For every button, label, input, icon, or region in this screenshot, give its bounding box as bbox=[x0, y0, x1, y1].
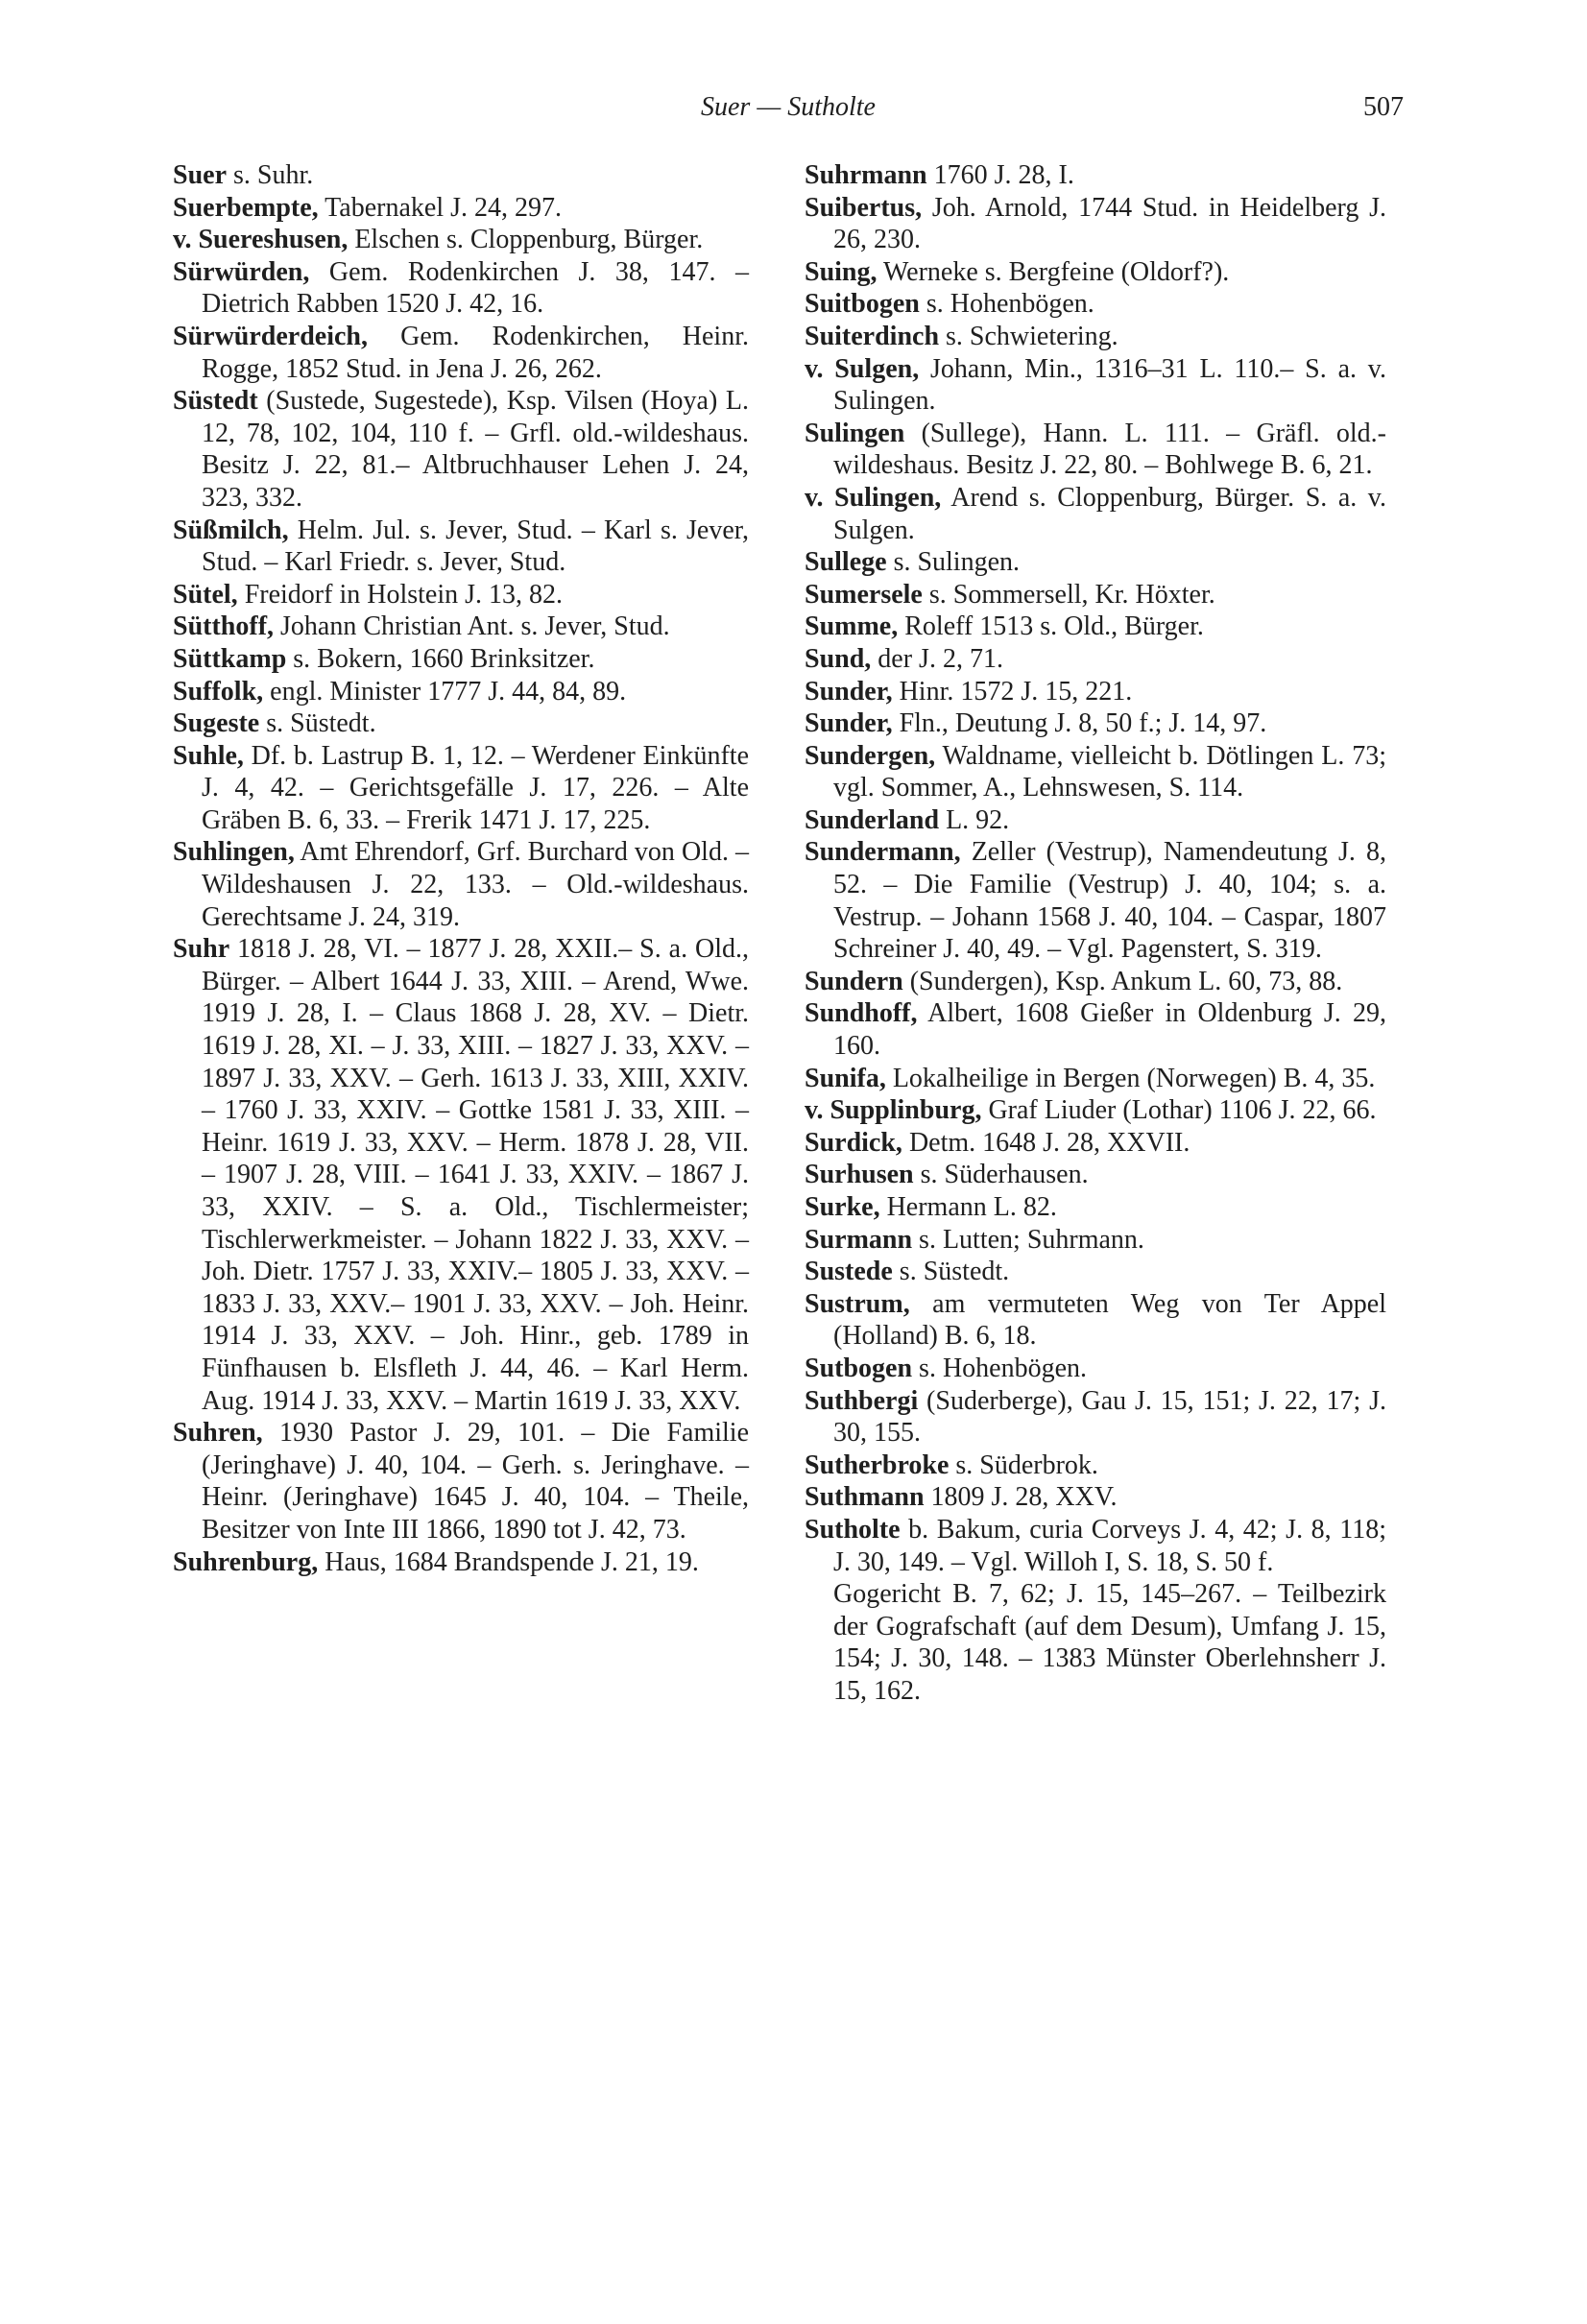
entry-text: Fln., Deutung J. 8, 50 f.; J. 14, 97. bbox=[892, 708, 1267, 739]
index-entry bbox=[805, 256, 1386, 289]
entry-text: Johann, Min., 1316–31 L. 110.– S. a. v. Sulingen. bbox=[833, 353, 1386, 417]
index-entry bbox=[805, 1127, 1386, 1160]
entry-text: Gem. Rodenkirchen J. 38, 147. – Dietrich Rabben 1520 J. 42, 16. bbox=[202, 256, 749, 320]
entry-text: (Sustede, Sugestede), Ksp. Vilsen (Hoya) L. 12, 78, 102, 104, 110 f. – Grfl. old.-wildeshaus. Besitz J. 22, 81.– Altbruchhauser Lehen J. 24, 323, 332. bbox=[202, 386, 749, 513]
entry-headword: Surhusen bbox=[805, 1160, 914, 1190]
index-entry bbox=[173, 611, 749, 643]
entry-text: der J. 2, 71. bbox=[871, 643, 1003, 674]
entry-headword: Suhrenburg, bbox=[173, 1546, 319, 1577]
entry-headword: Suthbergi bbox=[805, 1385, 919, 1416]
entry-text: engl. Minister 1777 J. 44, 84, 89. bbox=[263, 676, 627, 707]
entry-headword: Suing, bbox=[805, 256, 878, 287]
entry-headword: Sutherbroke bbox=[805, 1450, 950, 1480]
entry-text: (Suderberge), Gau J. 15, 151; J. 22, 17; J. 30, 155. bbox=[833, 1385, 1386, 1449]
entry-text: Werneke s. Bergfeine (Oldorf?). bbox=[877, 256, 1230, 287]
entry-headword: Süßmilch, bbox=[173, 515, 289, 545]
entry-text: Roleff 1513 s. Old., Bürger. bbox=[898, 611, 1204, 642]
entry-text: Zeller (Vestrup), Namendeutung J. 8, 52. – Die Familie (Vestrup) J. 40, 104; s. a. Vestrup. – Johann 1568 J. 40, 104. – Caspar, 1807 Schreiner J. 40, 49. – Vgl. Pagenstert, S. 319. bbox=[833, 837, 1386, 965]
entry-text: Helm. Jul. s. Jever, Stud. – Karl s. Jever, Stud. – Karl Friedr. s. Jever, Stud. bbox=[202, 515, 749, 578]
index-entry bbox=[805, 418, 1386, 482]
index-entry bbox=[805, 676, 1386, 708]
entry-text: 1760 J. 28, I. bbox=[926, 160, 1074, 190]
entry-headword: Suer bbox=[173, 160, 227, 190]
entry-headword: Surdick, bbox=[805, 1127, 902, 1158]
entry-headword: Sundhoff, bbox=[805, 998, 918, 1029]
entry-headword: Sunifa, bbox=[805, 1063, 886, 1093]
entry-text: Albert, 1608 Gießer in Oldenburg J. 29, 160. bbox=[833, 998, 1386, 1062]
entry-text: s. Süderbrok. bbox=[949, 1450, 1098, 1480]
index-entry bbox=[173, 1546, 749, 1579]
entry-text: b. Bakum, curia Corveys J. 4, 42; J. 8, 118; J. 30, 149. – Vgl. Willoh I, S. 18, S. 50 f. bbox=[833, 1514, 1386, 1577]
entry-headword: Sustrum, bbox=[805, 1288, 910, 1319]
entry-text: (Sullege), Hann. L. 111. – Gräfl. old.-wildeshaus. Besitz J. 22, 80. – Bohlwege B. 6, 21. bbox=[833, 418, 1386, 481]
index-entry bbox=[173, 224, 749, 256]
index-entry bbox=[173, 515, 749, 579]
index-entry bbox=[805, 707, 1386, 740]
entry-headword: Sütthoff, bbox=[173, 611, 275, 642]
index-entry bbox=[805, 836, 1386, 965]
index-entry bbox=[805, 643, 1386, 676]
entry-headword: v. Supplinburg, bbox=[805, 1095, 982, 1126]
entry-headword: Sund, bbox=[805, 643, 872, 674]
index-entry bbox=[805, 1288, 1386, 1353]
entry-text: s. Süstedt. bbox=[259, 708, 376, 739]
entry-text: Amt Ehrendorf, Grf. Burchard von Old. – Wildeshausen J. 22, 133. – Old.-wildeshaus. Gerechtsame J. 24, 319. bbox=[202, 837, 749, 932]
index-entry bbox=[805, 1514, 1386, 1578]
index-entry bbox=[805, 1578, 1386, 1707]
entry-headword: Sundermann, bbox=[805, 837, 961, 868]
entry-headword: v. Suereshusen, bbox=[173, 225, 349, 255]
entry-text: Elschen s. Cloppenburg, Bürger. bbox=[348, 225, 704, 255]
entry-text: Waldname, vielleicht b. Dötlingen L. 73; vgl. Sommer, A., Lehnswesen, S. 114. bbox=[833, 740, 1386, 803]
index-entry bbox=[805, 1450, 1386, 1482]
entry-headword: Suhle, bbox=[173, 740, 244, 771]
entry-text: Hermann L. 82. bbox=[879, 1192, 1057, 1222]
index-entry bbox=[173, 707, 749, 740]
entry-text: Graf Liuder (Lothar) 1106 J. 22, 66. bbox=[981, 1095, 1377, 1126]
entry-text: (Sundergen), Ksp. Ankum L. 60, 73, 88. bbox=[902, 966, 1343, 996]
entry-text: Haus, 1684 Brandspende J. 21, 19. bbox=[318, 1546, 699, 1577]
entry-text: Gogericht B. 7, 62; J. 15, 145–267. – Teilbezirk der Gografschaft (auf dem Desum), Umfang J. 15, 154; J. 30, 148. – 1383 Münster Oberlehnsherr J. 15, 162. bbox=[833, 1579, 1386, 1706]
entry-text: s. Hohenbögen. bbox=[919, 289, 1094, 320]
right-column bbox=[805, 159, 1386, 1708]
entry-text: s. Lutten; Suhrmann. bbox=[912, 1224, 1144, 1255]
index-entry bbox=[805, 1159, 1386, 1191]
entry-headword: v. Sulgen, bbox=[805, 353, 920, 384]
entry-text: am vermuteten Weg von Ter Appel (Holland) B. 6, 18. bbox=[833, 1288, 1386, 1352]
index-entry bbox=[805, 804, 1386, 837]
index-entry bbox=[805, 159, 1386, 192]
entry-text: Joh. Arnold, 1744 Stud. in Heidelberg J. 26, 230. bbox=[833, 192, 1386, 255]
entry-text: s. Sulingen. bbox=[886, 547, 1021, 578]
entry-headword: Süstedt bbox=[173, 386, 258, 417]
index-entry bbox=[805, 1063, 1386, 1095]
index-entry bbox=[173, 836, 749, 933]
entry-headword: Sütel, bbox=[173, 579, 238, 610]
entry-text: s. Hohenbögen. bbox=[912, 1353, 1088, 1383]
index-entry bbox=[173, 159, 749, 192]
entry-headword: Suffolk, bbox=[173, 676, 264, 707]
entry-headword: Suitbogen bbox=[805, 289, 920, 320]
entry-headword: Suthmann bbox=[805, 1482, 925, 1513]
entry-headword: Sürwürderdeich, bbox=[173, 321, 368, 351]
entry-headword: Suhr bbox=[173, 934, 230, 965]
index-entry bbox=[173, 740, 749, 837]
index-entry bbox=[805, 321, 1386, 353]
index-entry bbox=[805, 192, 1386, 256]
page-number: 507 bbox=[1363, 92, 1404, 122]
entry-headword: Suerbempte, bbox=[173, 192, 319, 223]
entry-text: Arend s. Cloppenburg, Bürger. S. a. v. Sulgen. bbox=[833, 482, 1386, 545]
entry-headword: Sustede bbox=[805, 1257, 893, 1287]
entry-headword: Sulingen bbox=[805, 418, 905, 448]
index-entry bbox=[805, 1224, 1386, 1257]
entry-text: Hinr. 1572 J. 15, 221. bbox=[892, 676, 1133, 707]
entry-headword: Surmann bbox=[805, 1224, 913, 1255]
entry-headword: Sullege bbox=[805, 547, 887, 578]
entry-headword: Summe, bbox=[805, 611, 899, 642]
index-entry bbox=[805, 997, 1386, 1062]
page-header bbox=[173, 92, 1404, 131]
index-entry bbox=[805, 288, 1386, 321]
entry-headword: Sunder, bbox=[805, 708, 893, 739]
entry-text: Lokalheilige in Bergen (Norwegen) B. 4, 35. bbox=[885, 1063, 1376, 1093]
entry-headword: Suiterdinch bbox=[805, 321, 940, 351]
entry-text: s. Sommersell, Kr. Höxter. bbox=[922, 579, 1215, 610]
entry-text: 1818 J. 28, VI. – 1877 J. 28, XXII.– S. a. Old., Bürger. – Albert 1644 J. 33, XIII. – Arend, Wwe. 1919 J. 28, I. – Claus 1868 J. 28, XV. – Dietr. 1619 J. 28, XI. – J. 33, XIII. – 1827 J. 33, XXV. – 1897 J. 33, XXV. – Gerh. 1613 J. 33, XIII, XXIV. – 1760 J. 33, XXIV. – Gottke 1581 J. 33, XIII. – Heinr. 1619 J. 33, XXV. – Herm. 1878 J. 28, VII. – 1907 J. 28, VIII. – 1641 J. 33, XXIV. – 1867 J. 33, XXIV. – S. a. Old., Tischlermeister; Tischlerwerkmeister. – Johann 1822 J. 33, XXV. – Joh. Dietr. 1757 J. 33, XXIV.– 1805 J. 33, XXV. – 1833 J. 33, XXV.– 1901 J. 33, XXV. – Joh. Heinr. 1914 J. 33, XXV. – Joh. Hinr., geb. 1789 in Fünfhausen b. Elsfleth J. 44, 46. – Karl Herm. Aug. 1914 J. 33, XXV. – Martin 1619 J. 33, XXV. bbox=[202, 934, 749, 1416]
entry-text: Df. b. Lastrup B. 1, 12. – Werdener Einkünfte J. 4, 42. – Gerichtsgefälle J. 17, 226. – Alte Gräben B. 6, 33. – Frerik 1471 J. 17, 225. bbox=[202, 740, 749, 835]
index-entry bbox=[805, 579, 1386, 611]
entry-text: L. 92. bbox=[939, 804, 1010, 835]
index-entry bbox=[805, 1481, 1386, 1514]
index-entry bbox=[805, 966, 1386, 998]
entry-text: s. Süstedt. bbox=[892, 1257, 1010, 1287]
entry-text: Johann Christian Ant. s. Jever, Stud. bbox=[274, 611, 670, 642]
entry-headword: Sürwürden, bbox=[173, 256, 310, 287]
entry-headword: Süttkamp bbox=[173, 643, 287, 674]
index-entry bbox=[173, 579, 749, 611]
left-column bbox=[173, 159, 749, 1578]
entry-headword: Suhrmann bbox=[805, 160, 927, 190]
entry-text: Freidorf in Holstein J. 13, 82. bbox=[237, 579, 563, 610]
entry-text: 1809 J. 28, XXV. bbox=[924, 1482, 1118, 1513]
entry-headword: Sutholte bbox=[805, 1514, 901, 1545]
index-entry bbox=[173, 643, 749, 676]
index-entry bbox=[805, 1094, 1386, 1127]
entry-headword: Suibertus, bbox=[805, 192, 923, 223]
entry-headword: Suhren, bbox=[173, 1418, 263, 1449]
entry-text: s. Schwietering. bbox=[939, 321, 1118, 351]
index-entry bbox=[173, 385, 749, 514]
index-entry bbox=[173, 256, 749, 321]
index-entry bbox=[173, 676, 749, 708]
index-entry bbox=[805, 1256, 1386, 1288]
index-entry bbox=[805, 1191, 1386, 1224]
entry-headword: Sumersele bbox=[805, 579, 923, 610]
entry-text: s. Süderhausen. bbox=[913, 1160, 1089, 1190]
entry-headword: v. Sulingen, bbox=[805, 482, 942, 513]
index-entry bbox=[173, 1417, 749, 1545]
index-entry bbox=[805, 482, 1386, 546]
entry-text: Tabernakel J. 24, 297. bbox=[318, 192, 563, 223]
entry-text: Gem. Rodenkirchen, Heinr. Rogge, 1852 Stud. in Jena J. 26, 262. bbox=[202, 321, 749, 384]
entry-headword: Sugeste bbox=[173, 708, 260, 739]
index-entry bbox=[805, 546, 1386, 579]
index-entry bbox=[173, 321, 749, 385]
entry-text: Detm. 1648 J. 28, XXVII. bbox=[902, 1127, 1190, 1158]
index-entry bbox=[173, 192, 749, 225]
index-entry bbox=[805, 611, 1386, 643]
entry-headword: Suhlingen, bbox=[173, 837, 295, 868]
running-title: Suer — Sutholte bbox=[701, 92, 876, 122]
entry-text: s. Suhr. bbox=[227, 160, 314, 190]
entry-headword: Sunderland bbox=[805, 804, 940, 835]
entry-text: 1930 Pastor J. 29, 101. – Die Familie (Jeringhave) J. 40, 104. – Gerh. s. Jeringhave. – Heinr. (Jeringhave) 1645 J. 40, 104. – Theile, Besitzer von Inte III 1866, 1890 tot J. 42, 73. bbox=[202, 1418, 749, 1545]
index-entry bbox=[173, 933, 749, 1417]
entry-headword: Surke, bbox=[805, 1192, 880, 1222]
entry-headword: Sundern bbox=[805, 966, 903, 996]
index-entry bbox=[805, 1385, 1386, 1450]
index-entry bbox=[805, 740, 1386, 804]
entry-headword: Sundergen, bbox=[805, 740, 936, 771]
entry-headword: Sutbogen bbox=[805, 1353, 913, 1383]
entry-text: s. Bokern, 1660 Brinksitzer. bbox=[286, 643, 595, 674]
index-entry bbox=[805, 353, 1386, 418]
index-entry bbox=[805, 1353, 1386, 1385]
entry-headword: Sunder, bbox=[805, 676, 893, 707]
